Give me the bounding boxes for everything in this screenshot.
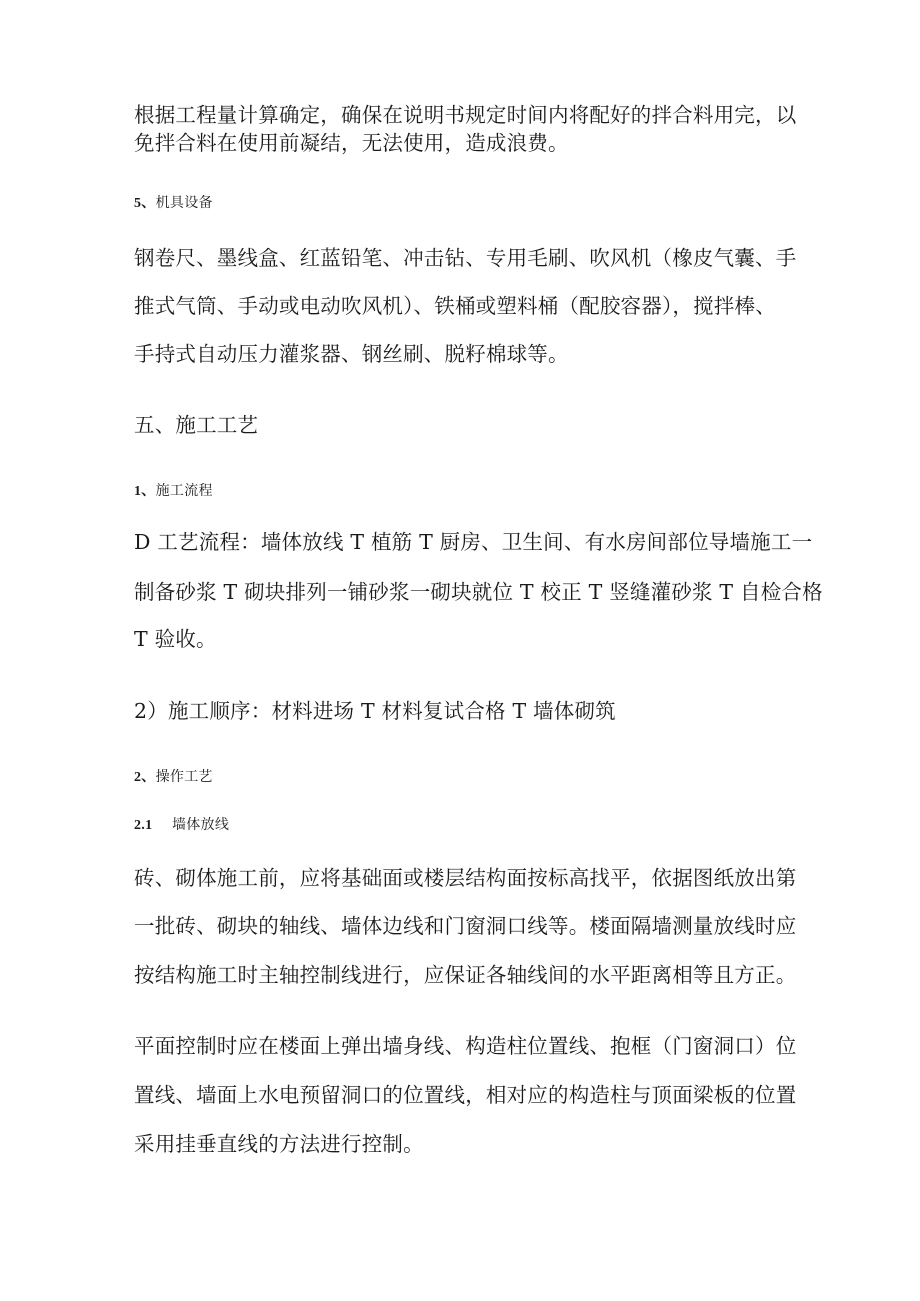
wall-line-heading-number: 2.1: [134, 818, 153, 833]
operation-heading-number: 2、: [134, 770, 156, 785]
flow-heading: [134, 482, 213, 501]
wall-line-heading-text: 墙体放线: [172, 817, 230, 833]
wall-line-paragraph-line-2: 一批砖、砌块的轴线、墙体边线和门窗洞口线等。楼面隔墙测量放线时应: [134, 914, 797, 938]
section-five-title: 五、施工工艺: [134, 413, 259, 437]
order-paragraph-line-1: 2）施工顺序：材料进场 T 材料复试合格 T 墙体砌筑: [134, 699, 616, 723]
flow-paragraph-line-3: T 验收。: [134, 627, 217, 651]
operation-heading-text: 操作工艺: [155, 769, 213, 785]
tools-heading-number: 5、: [134, 196, 156, 211]
tools-paragraph-line-2: 推式气筒、手动或电动吹风机）、铁桶或塑料桶（配胶容器），搅拌棒、: [134, 294, 776, 318]
tools-paragraph-line-1: 钢卷尺、墨线盒、红蓝铅笔、冲击钻、专用毛刷、吹风机（橡皮气囊、手: [134, 246, 797, 270]
materials-paragraph-line-1: 根据工程量计算确定，确保在说明书规定时间内将配好的拌合料用完，以: [134, 103, 797, 127]
plane-control-paragraph-line-1: 平面控制时应在楼面上弹出墙身线、构造柱位置线、抱框（门窗洞口）位: [134, 1034, 797, 1058]
wall-line-paragraph-line-3: 按结构施工时主轴控制线进行，应保证各轴线间的水平距离相等且方正。: [134, 963, 797, 987]
flow-paragraph-line-2: 制备砂浆 T 砌块排列一铺砂浆一砌块就位 T 校正 T 竖缝灌砂浆 T 自检合格: [134, 580, 823, 604]
plane-control-paragraph-line-3: 采用挂垂直线的方法进行控制。: [134, 1132, 424, 1156]
wall-line-paragraph-line-1: 砖、砌体施工前，应将基础面或楼层结构面按标高找平，依据图纸放出第: [134, 866, 797, 890]
materials-paragraph-line-2: 免拌合料在使用前凝结，无法使用，造成浪费。: [134, 131, 569, 155]
tools-paragraph-line-3: 手持式自动压力灌浆器、钢丝刷、脱籽棉球等。: [134, 342, 569, 366]
flow-heading-number: 1、: [134, 484, 156, 499]
plane-control-paragraph-line-2: 置线、墙面上水电预留洞口的位置线，相对应的构造柱与顶面梁板的位置: [134, 1083, 797, 1107]
flow-heading-text: 施工流程: [155, 483, 213, 499]
wall-line-heading: [134, 816, 229, 835]
tools-heading: [134, 194, 213, 213]
operation-heading: [134, 768, 213, 787]
tools-heading-text: 机具设备: [155, 195, 213, 211]
flow-paragraph-line-1: D 工艺流程：墙体放线 T 植筋 T 厨房、卫生间、有水房间部位导墙施工一: [134, 530, 813, 554]
